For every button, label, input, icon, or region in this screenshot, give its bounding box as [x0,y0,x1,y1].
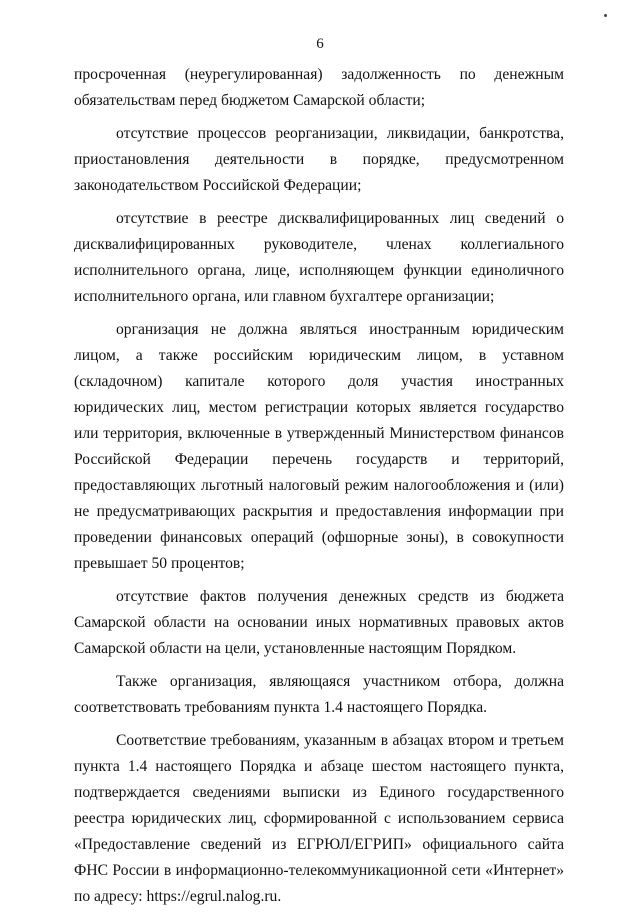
paragraph-not-foreign-entity: организация не должна являться иностранным юридическим лицом, а также российским юридическим лицом, в уставном (складочном) капитале которого доля участия иностранных юридических лиц, местом регистрации которых является государство или территория, включенные в утвержденный Министерством финансов Российской Федерации перечень государств и территорий, предоставляющих льготный налоговый режим налогообложения и (или) не предусматривающих раскрытия и предоставления информации при проведении финансовых операций (офшорные зоны), в совокупности превышает 50 процентов; [74,321,564,572]
page-number: 6 [316,36,324,52]
paragraph-no-reorganization: отсутствие процессов реорганизации, ликвидации, банкротства, приостановления деятельности в порядке, предусмотренном законодательством Российской Федерации; [74,125,564,194]
paragraph-debt-continuation: просроченная (неурегулированная) задолженность по денежным обязательствам перед бюджетом Самарской области; [74,66,564,109]
paragraph-egrul-confirmation: Соответствие требованиям, указанным в абзацах втором и третьем пункта 1.4 настоящего Порядка и абзаце шестом настоящего пункта, подтверждается сведениями выписки из Единого государственного реестра юридических лиц, сформированной с использованием сервиса «Предоставление сведений из ЕГРЮЛ/ЕГРИП» официального сайта ФНС России в информационно-телекоммуникационной сети «Интернет» по адресу: https://egrul.nalog.ru. [74,732,564,905]
paragraph-requirements-1-4: Также организация, являющаяся участником отбора, должна соответствовать требованиям пункта 1.4 настоящего Порядка. [74,673,564,716]
paragraph-no-disqualified-persons: отсутствие в реестре дисквалифицированных лиц сведений о дисквалифицированных руководителе, членах коллегиального исполнительного органа, лице, исполняющем функции единоличного исполнительного органа, или главном бухгалтере организации; [74,210,564,305]
paragraph-no-other-budget-funds: отсутствие фактов получения денежных средств из бюджета Самарской области на основании иных нормативных правовых актов Самарской области на цели, установленные настоящим Порядком. [74,588,564,657]
document-body [74,62,564,917]
scan-speck [604,14,607,17]
